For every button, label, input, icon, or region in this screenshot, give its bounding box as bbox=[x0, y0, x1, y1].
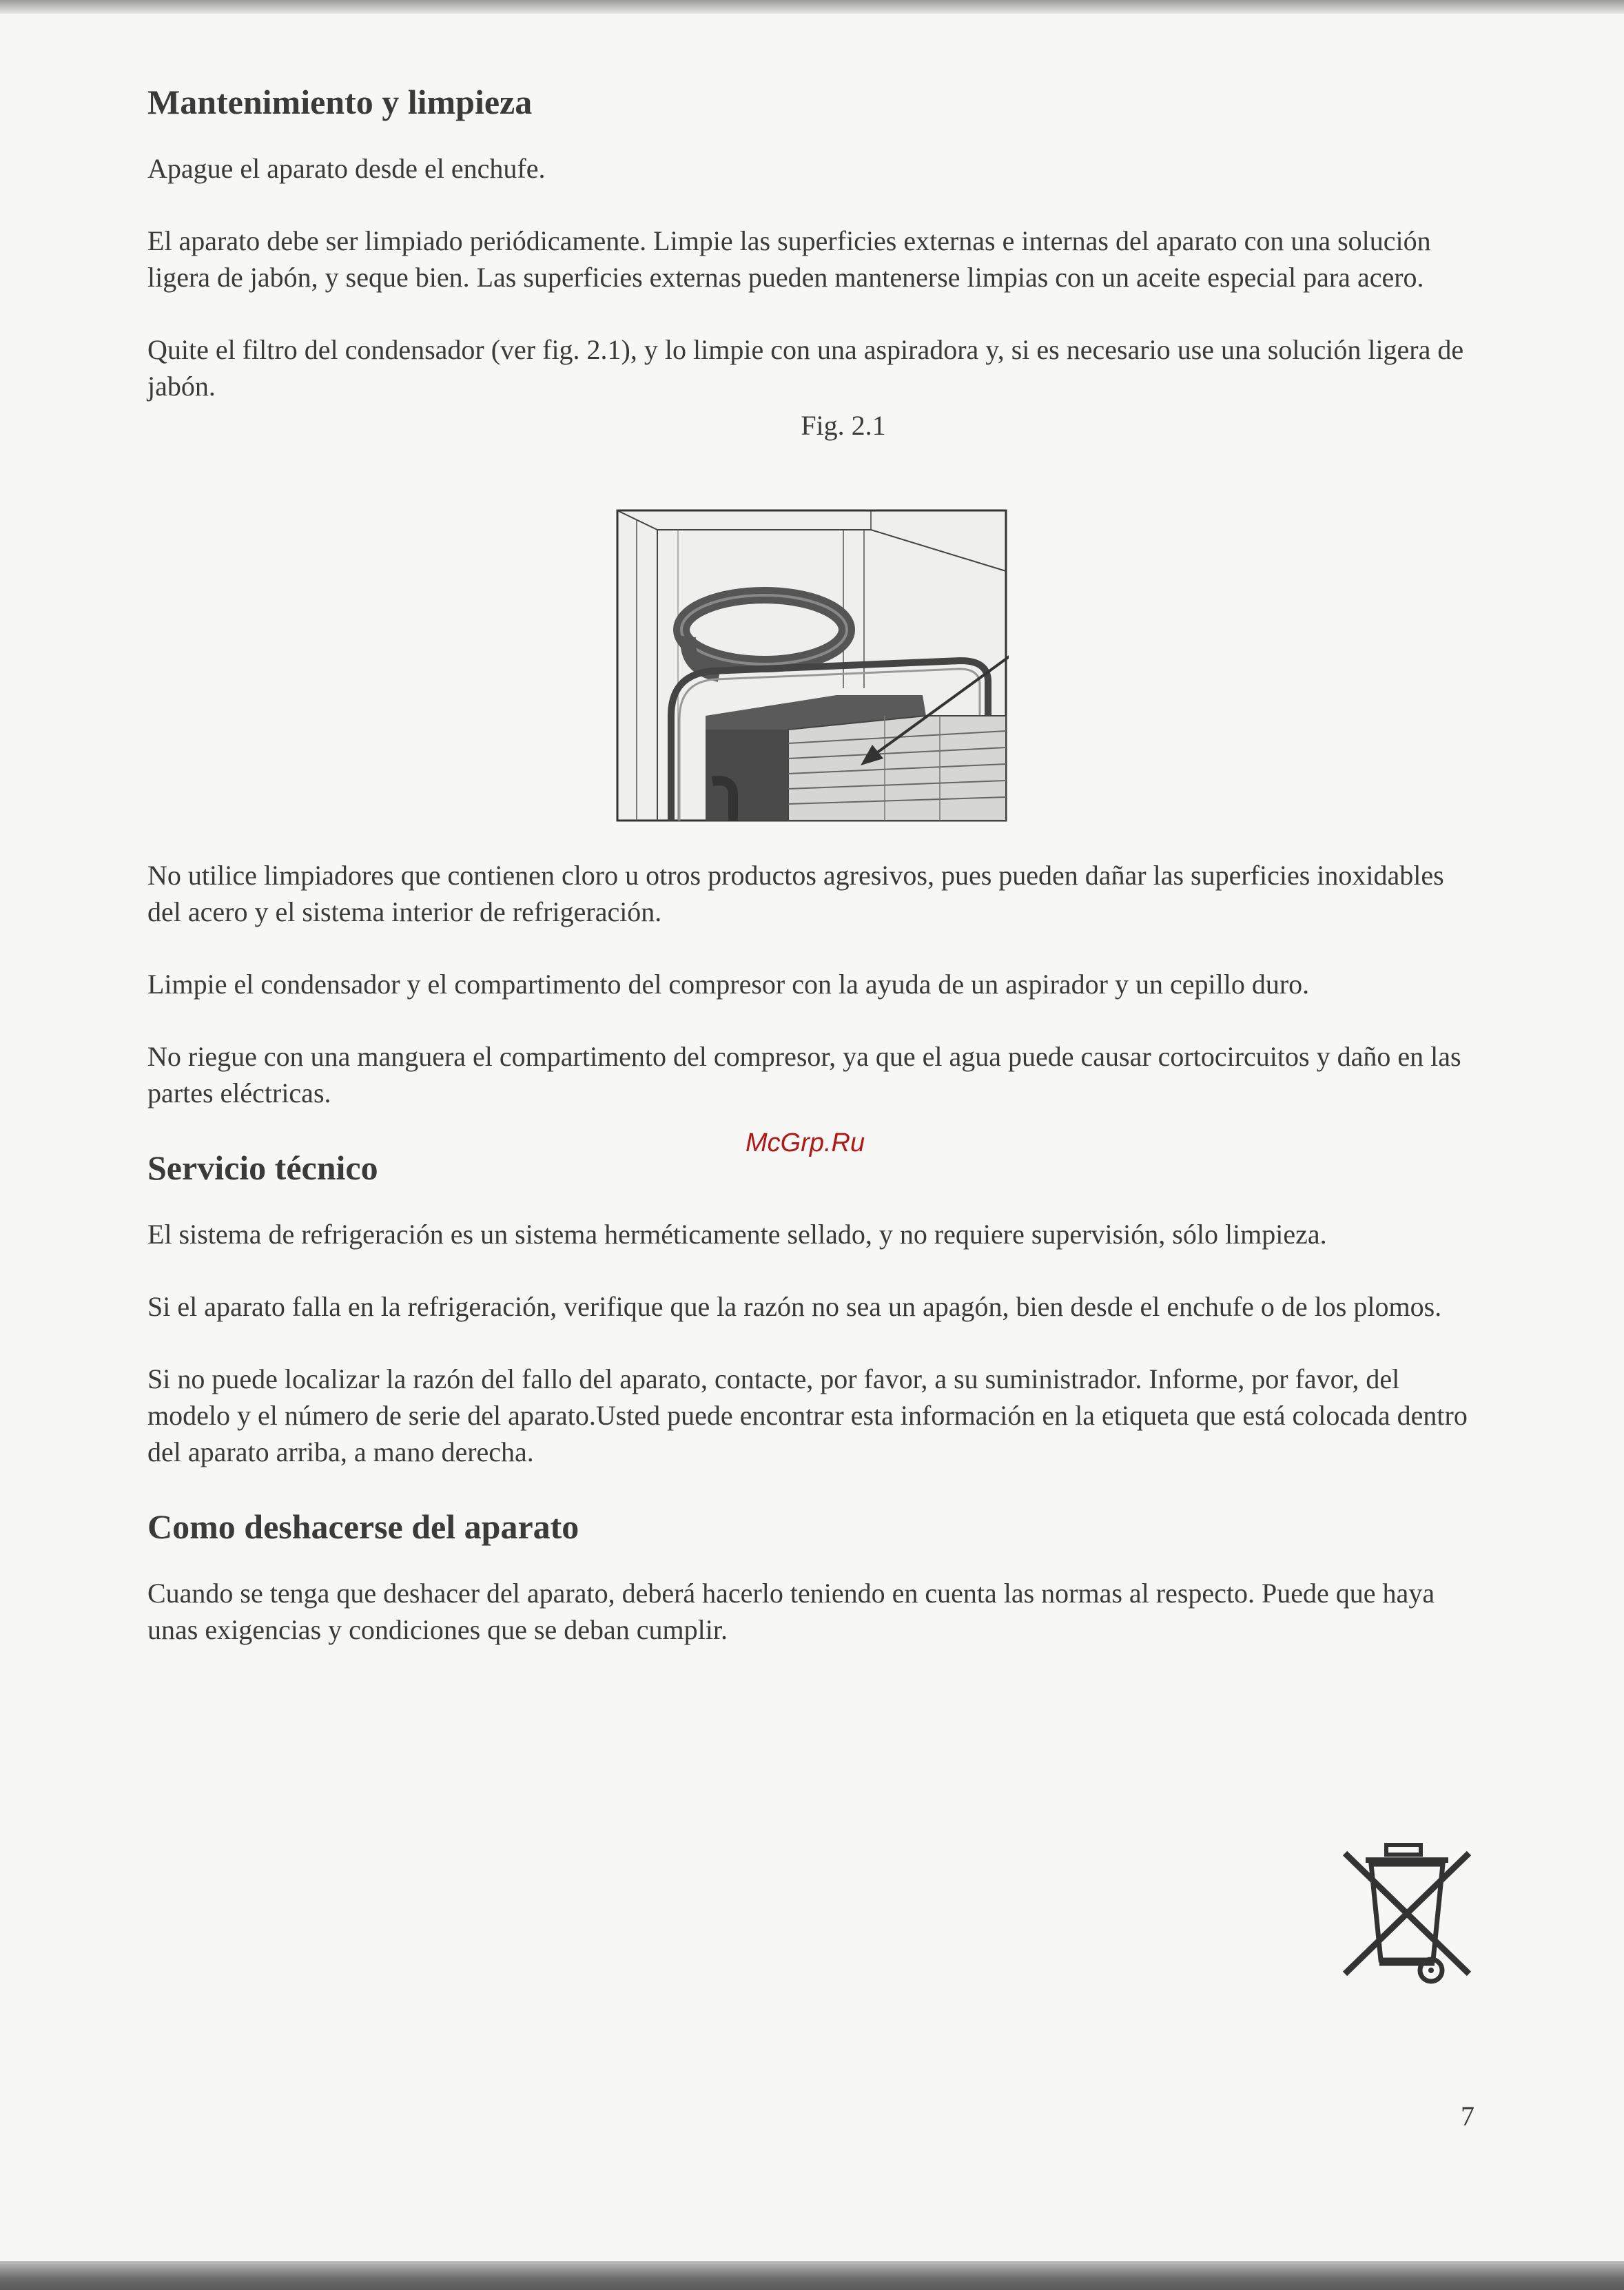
condenser-filter-illustration-icon bbox=[616, 509, 1009, 823]
paragraph-clean-condenser: Limpie el condensador y el compartimento del compresor con la ayuda de un aspirador y un cepillo duro. bbox=[147, 969, 1310, 1000]
paragraph-disposal: Cuando se tenga que deshacer del aparato, deberá hacerlo teniendo en cuenta las normas al respecto. Puede que haya unas exigencias y condiciones que se deban cumplir. bbox=[147, 1578, 1435, 1645]
watermark: McGrp.Ru bbox=[746, 1128, 865, 1157]
paragraph-no-hose: No riegue con una manguera el compartimento del compresor, ya que el agua puede causar cortocircuitos y daño en las partes eléctricas. bbox=[147, 1041, 1461, 1108]
paragraph-power-check: Si el aparato falla en la refrigeración, verifique que la razón no sea un apagón, bien desde el enchufe o de los plomos. bbox=[147, 1291, 1442, 1322]
figure-2-1 bbox=[147, 444, 1484, 829]
heading-disposal: Como deshacerse del aparato bbox=[147, 1507, 579, 1546]
paragraph-no-chlorine: No utilice limpiadores que contienen cloro u otros productos agresivos, pues pueden dañar las superficies inoxidables del acero y el sistema interior de refrigeración. bbox=[147, 860, 1444, 927]
heading-service: Servicio técnico bbox=[147, 1148, 378, 1187]
paragraph-clean-periodically: El aparato debe ser limpiado periódicamente. Limpie las superficies externas e internas del aparato con una solución ligera de jabón, y seque bien. Las superficies externas pueden mantenerse limpias con un aceite especial para acero. bbox=[147, 225, 1431, 293]
paragraph-condenser-filter: Quite el filtro del condensador (ver fig. 2.1), y lo limpie con una aspiradora y, si es necesario use una solución ligera de jabón. bbox=[147, 334, 1464, 402]
scan-bottom-edge bbox=[0, 2261, 1624, 2290]
page-content bbox=[147, 81, 1484, 1684]
crossed-out-wheelie-bin-icon bbox=[1338, 1839, 1476, 1991]
scan-top-edge bbox=[0, 0, 1624, 14]
paragraph-contact-supplier: Si no puede localizar la razón del fallo del aparato, contacte, por favor, a su suministrador. Informe, por favor, del modelo y el número de serie del aparato.Usted puede encontrar esta información en la etiqueta que está colocada dentro del aparato arriba, a mano derecha. bbox=[147, 1363, 1468, 1467]
paragraph-unplug: Apague el aparato desde el enchufe. bbox=[147, 153, 546, 184]
paragraph-sealed-system: El sistema de refrigeración es un sistema herméticamente sellado, y no requiere supervisión, sólo limpieza. bbox=[147, 1219, 1327, 1250]
heading-maintenance: Mantenimiento y limpieza bbox=[147, 83, 533, 121]
figure-caption: Fig. 2.1 bbox=[801, 410, 886, 441]
page-number: 7 bbox=[1461, 2101, 1474, 2132]
